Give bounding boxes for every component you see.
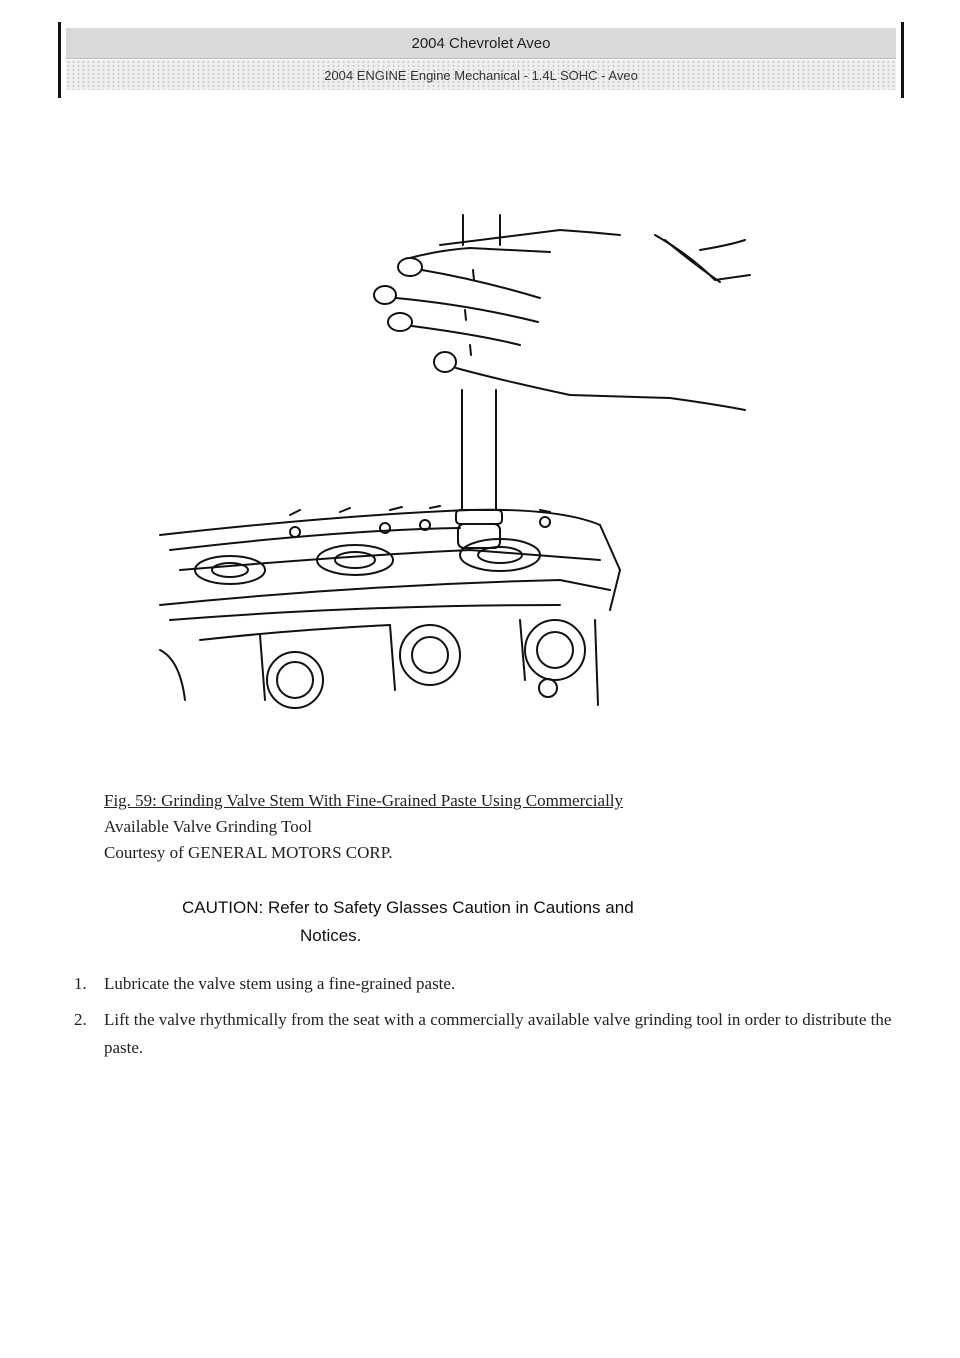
step-text: Lubricate the valve stem using a fine-grained paste. — [104, 974, 456, 993]
figure-title: Fig. 59: Grinding Valve Stem With Fine-Grained Paste Using Commercially — [104, 791, 624, 810]
step-number: 1. — [74, 974, 87, 993]
header-title: 2004 Chevrolet Aveo — [66, 28, 896, 59]
step-number: 2. — [74, 1010, 87, 1029]
page-header — [58, 22, 904, 98]
cylinder-head — [160, 506, 620, 708]
valve-grinding-illustration — [140, 210, 780, 710]
step-text: Lift the valve rhythmically from the seat with a commercially available valve grinding tool in order to distribute the paste. — [104, 1010, 892, 1057]
hand-outline — [374, 230, 750, 410]
header-right-rule — [901, 22, 904, 98]
figure-courtesy: Courtesy of GENERAL MOTORS CORP. — [104, 843, 393, 862]
list-item — [74, 1006, 894, 1062]
procedure-steps — [74, 970, 894, 1070]
grinding-tool — [456, 215, 502, 548]
header-subtitle: 2004 ENGINE Engine Mechanical - 1.4L SOHC - Aveo — [66, 60, 896, 90]
caution-line-1: CAUTION: Refer to Safety Glasses Caution in Cautions and — [182, 898, 634, 917]
caution-line-2: Notices. — [300, 926, 362, 945]
caution-note — [182, 894, 842, 950]
header-left-rule — [58, 22, 61, 98]
list-item — [74, 970, 894, 998]
figure-title-continued: Available Valve Grinding Tool — [104, 817, 312, 836]
figure-caption — [104, 788, 864, 866]
